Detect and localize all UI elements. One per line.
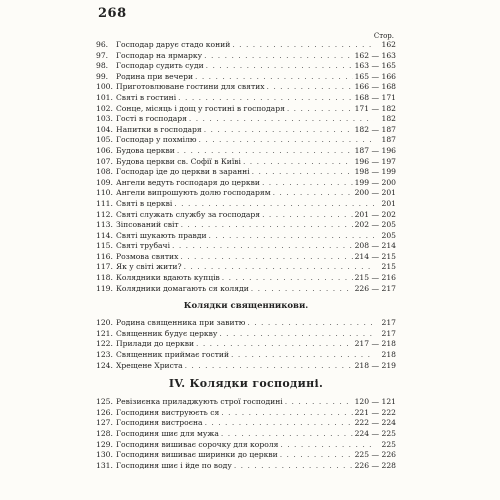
toc-entry: [96, 135, 396, 146]
entry-number: 122.: [96, 339, 113, 349]
dot-leader: [204, 51, 352, 62]
entry-title: Господиня виструюєть ся: [116, 407, 220, 417]
dot-leader: [221, 429, 353, 440]
entry-number: 111.: [96, 198, 113, 208]
dot-leader: [231, 350, 374, 361]
dot-leader: [232, 40, 374, 51]
entry-number: 130.: [96, 450, 113, 460]
toc-entry: [96, 252, 396, 263]
entry-number: 112.: [96, 209, 113, 219]
dot-leader: [181, 220, 353, 231]
entry-pages: 217 — 218: [354, 339, 396, 349]
entry-title: Святі шукають правди: [116, 230, 207, 240]
entry-pages: 201: [381, 198, 396, 208]
entry-number: 100.: [96, 82, 113, 92]
toc-entry: [96, 339, 396, 350]
toc-group-3: [96, 397, 396, 471]
entry-title: Як у світі жити?: [116, 262, 182, 272]
toc-entry: [96, 461, 396, 472]
dot-leader: [196, 339, 353, 350]
entry-number: 116.: [96, 251, 113, 261]
entry-number: 124.: [96, 360, 113, 370]
toc-entry: [96, 40, 396, 51]
toc-entry: [96, 318, 396, 329]
entry-pages: 225 — 226: [354, 450, 396, 460]
entry-title: Родина при вечери: [116, 71, 194, 81]
toc-entry: [96, 61, 396, 72]
entry-title: Прилади до церкви: [116, 339, 195, 349]
toc-entry: [96, 210, 396, 221]
table-of-contents: [96, 40, 396, 471]
entry-pages: 120 — 121: [354, 397, 396, 407]
toc-entry: [96, 418, 396, 429]
toc-entry: [96, 114, 396, 125]
entry-number: 106.: [96, 145, 113, 155]
entry-title: Будова церкви св. Софії в Київі: [116, 156, 241, 166]
entry-pages: 215: [381, 262, 396, 272]
toc-entry: [96, 104, 396, 115]
toc-entry: [96, 429, 396, 440]
entry-title: Господиня вишиває ширинки до церкви: [116, 450, 278, 460]
entry-pages: 226 — 228: [354, 460, 396, 470]
dot-leader: [204, 125, 353, 136]
toc-entry: [96, 125, 396, 136]
dot-leader: [252, 167, 353, 178]
dot-leader: [287, 104, 353, 115]
entry-number: 109.: [96, 177, 113, 187]
entry-pages: 199 — 200: [354, 177, 396, 187]
entry-number: 120.: [96, 318, 113, 328]
toc-entry: [96, 408, 396, 419]
dot-leader: [262, 210, 352, 221]
entry-pages: 222 — 224: [354, 418, 396, 428]
dot-leader: [280, 450, 353, 461]
entry-title: Священник будує церкву: [116, 328, 218, 338]
entry-title: Розмова святих: [116, 251, 179, 261]
entry-title: Господар на ярмарку: [116, 50, 203, 60]
entry-title: Господар у похмілю: [116, 135, 197, 145]
toc-entry: [96, 167, 396, 178]
entry-title: Будова церкви: [116, 145, 175, 155]
toc-entry: [96, 146, 396, 157]
entry-number: 113.: [96, 220, 113, 230]
dot-leader: [172, 241, 353, 252]
page-number: 268: [98, 6, 127, 21]
entry-number: 98.: [96, 61, 109, 71]
toc-entry: [96, 273, 396, 284]
dot-leader: [285, 397, 353, 408]
entry-title: Святі служать службу за господаря: [116, 209, 261, 219]
dot-leader: [205, 418, 353, 429]
entry-number: 101.: [96, 92, 113, 102]
dot-leader: [189, 114, 374, 125]
entry-title: Ангели ведуть господаря до церкви: [116, 177, 260, 187]
entry-pages: 187: [381, 135, 396, 145]
toc-entry: [96, 361, 396, 372]
entry-number: 131.: [96, 460, 113, 470]
entry-title: Господар судить суди: [116, 61, 204, 71]
entry-title: Напитки в господаря: [116, 124, 202, 134]
toc-group-2: [96, 318, 396, 371]
entry-pages: 162: [381, 40, 396, 49]
entry-title: Колядники вдають купців: [116, 273, 220, 283]
entry-number: 129.: [96, 439, 113, 449]
entry-number: 107.: [96, 156, 113, 166]
entry-pages: 168 — 171: [354, 92, 396, 102]
entry-title: Родина священника при завитю: [116, 318, 246, 328]
dot-leader: [251, 284, 353, 295]
toc-entry: [96, 178, 396, 189]
dot-leader: [262, 178, 353, 189]
toc-entry: [96, 241, 396, 252]
dot-leader: [180, 252, 352, 263]
dot-leader: [195, 72, 353, 83]
entry-pages: 215 — 216: [354, 273, 396, 283]
entry-number: 99.: [96, 71, 109, 81]
entry-title: Святі трубачі: [116, 241, 170, 251]
entry-number: 119.: [96, 283, 113, 293]
entry-pages: 217: [381, 328, 396, 338]
entry-pages: 165 — 166: [354, 71, 396, 81]
entry-pages: 171 — 182: [354, 103, 396, 113]
toc-entry: [96, 82, 396, 93]
entry-pages: 200 — 201: [354, 188, 396, 198]
dot-leader: [206, 61, 353, 72]
dot-leader: [184, 262, 374, 273]
entry-title: Хрещене Христа: [116, 360, 183, 370]
entry-title: Господар іде до церкви в заранні: [116, 167, 250, 177]
entry-pages: 196 — 197: [354, 156, 396, 166]
toc-entry: [96, 231, 396, 242]
dot-leader: [209, 231, 374, 242]
dot-leader: [178, 93, 352, 104]
dot-leader: [267, 82, 353, 93]
dot-leader: [177, 146, 353, 157]
section-heading-priest-carols: Колядки священникови.: [183, 301, 309, 312]
entry-number: 127.: [96, 418, 113, 428]
entry-pages: 208 — 214: [354, 241, 396, 251]
entry-number: 110.: [96, 188, 113, 198]
entry-title: Господиня вишиває сорочку для короля: [116, 439, 279, 449]
entry-title: Святі в гостині: [116, 92, 177, 102]
toc-entry: [96, 51, 396, 62]
dot-leader: [234, 461, 353, 472]
dot-leader: [185, 361, 353, 372]
entry-number: 104.: [96, 124, 113, 134]
entry-title: Гості в господаря: [116, 114, 187, 124]
entry-pages: 182 — 187: [354, 124, 396, 134]
toc-entry: [96, 440, 396, 451]
entry-title: Господиня шиє і йде по воду: [116, 460, 232, 470]
entry-title: Ревізиєнка приладжують строї господині: [116, 397, 283, 407]
entry-number: 108.: [96, 167, 113, 177]
entry-title: Ангели випрошують долю господарям: [116, 188, 271, 198]
toc-entry: [96, 329, 396, 340]
page-column-header: Стор.: [373, 32, 394, 40]
entry-number: 117.: [96, 262, 113, 272]
dot-leader: [247, 318, 374, 329]
toc-entry: [96, 350, 396, 361]
entry-pages: 202 — 205: [354, 220, 396, 230]
entry-title: Священник приймає гостий: [116, 350, 230, 360]
entry-title: Господар дарує стадо коний: [116, 40, 231, 49]
entry-pages: 218: [381, 350, 396, 360]
entry-title: Сонце, місяць і дощ у гостині в господаря: [116, 103, 285, 113]
entry-pages: 226 — 217: [354, 283, 396, 293]
entry-pages: 218 — 219: [354, 360, 396, 370]
dot-leader: [174, 199, 374, 210]
toc-entry: [96, 284, 396, 295]
entry-pages: 187 — 196: [354, 145, 396, 155]
entry-title: Приготовлюване гостини для святих: [116, 82, 265, 92]
entry-pages: 166 — 168: [354, 82, 396, 92]
dot-leader: [273, 188, 353, 199]
section-heading-housewife-carols: IV. Колядки господині.: [168, 377, 324, 391]
entry-title: Господиня шиє для мужа: [116, 429, 219, 438]
entry-pages: 163 — 165: [354, 61, 396, 71]
dot-leader: [243, 157, 353, 168]
entry-title: Господиня вистроєна: [116, 418, 203, 428]
entry-pages: 198 — 199: [354, 167, 396, 177]
entry-pages: 217: [381, 318, 396, 328]
toc-entry: [96, 72, 396, 83]
toc-group-1: [96, 40, 396, 294]
entry-number: 115.: [96, 241, 113, 251]
entry-number: 123.: [96, 350, 113, 360]
entry-pages: 214 — 215: [354, 251, 396, 261]
entry-number: 96.: [96, 40, 109, 49]
entry-number: 118.: [96, 273, 113, 283]
entry-number: 125.: [96, 397, 113, 407]
entry-pages: 224 — 225: [354, 429, 396, 438]
entry-pages: 221 — 222: [354, 407, 396, 417]
entry-number: 121.: [96, 328, 113, 338]
toc-entry: [96, 188, 396, 199]
entry-title: Святі в церкві: [116, 198, 173, 208]
entry-number: 103.: [96, 114, 113, 124]
toc-entry: [96, 157, 396, 168]
entry-number: 114.: [96, 230, 113, 240]
entry-pages: 162 — 163: [354, 50, 396, 60]
entry-pages: 205: [381, 230, 396, 240]
dot-leader: [219, 329, 374, 340]
dot-leader: [221, 408, 352, 419]
entry-number: 97.: [96, 50, 109, 60]
toc-entry: [96, 450, 396, 461]
entry-title: Зіпсований світ: [116, 220, 179, 230]
entry-pages: 201 — 202: [354, 209, 396, 219]
entry-title: Колядники домагають ся коляди: [116, 283, 249, 293]
dot-leader: [199, 135, 374, 146]
dot-leader: [222, 273, 353, 284]
entry-number: 102.: [96, 103, 113, 113]
entry-pages: 182: [381, 114, 396, 124]
entry-number: 105.: [96, 135, 113, 145]
toc-entry: [96, 199, 396, 210]
toc-entry: [96, 262, 396, 273]
toc-entry: [96, 93, 396, 104]
entry-number: 126.: [96, 407, 113, 417]
toc-entry: [96, 397, 396, 408]
dot-leader: [280, 440, 374, 451]
entry-pages: 225: [381, 439, 396, 449]
entry-number: 128.: [96, 429, 113, 438]
toc-entry: [96, 220, 396, 231]
